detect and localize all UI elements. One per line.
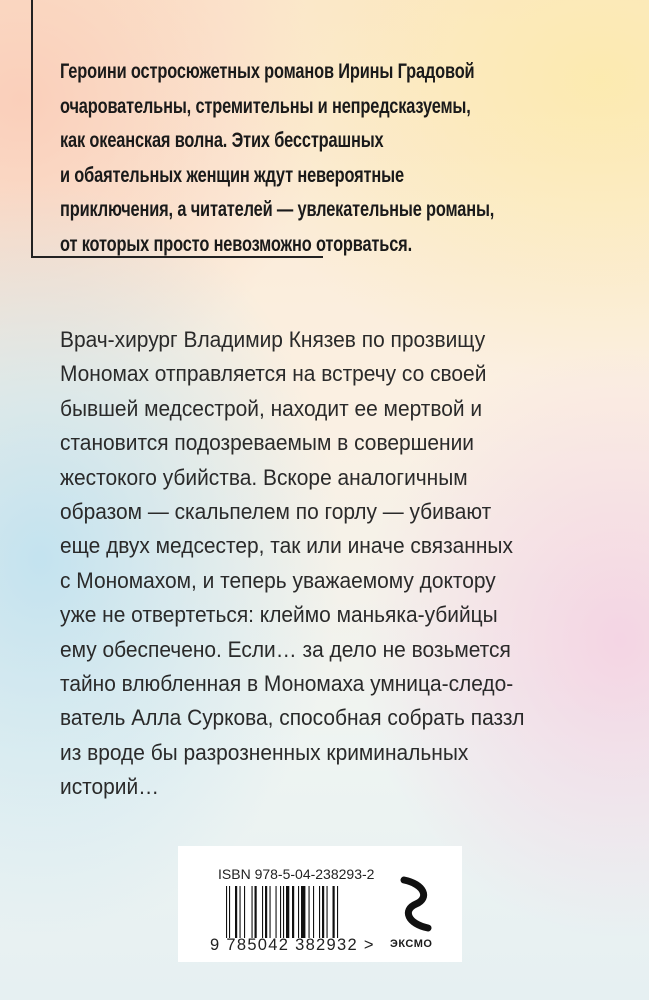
annotation-line: бывшей медсестрой, находит ее мертвой и	[60, 395, 483, 421]
annotation-line: из вроде бы разрозненных криминальных	[60, 739, 469, 765]
barcode-digits: 9 785042 382932 >	[210, 936, 375, 954]
barcode-bar	[265, 886, 267, 938]
barcode-bar	[301, 886, 305, 938]
barcode-panel	[178, 846, 462, 962]
barcode-bar	[319, 886, 320, 938]
annotation-line: образом — скальпелем по горлу — убивают	[60, 499, 492, 525]
barcode-bar	[322, 886, 324, 938]
barcode-bar	[337, 886, 338, 938]
barcode-bar	[286, 886, 289, 938]
annotation-line: Врач-хирург Владимир Князев по прозвищу	[60, 327, 486, 352]
isbn-label: ISBN 978-5-04-238293-2	[218, 866, 375, 882]
barcode-bar	[244, 886, 245, 938]
publisher-logo-text: ЭКСМО	[390, 938, 433, 950]
barcode-bar	[240, 886, 241, 938]
eksmo-logo-icon	[390, 874, 440, 934]
annotation-line: становится подозреваемым в совершении	[60, 430, 474, 456]
barcode-bar	[327, 886, 328, 938]
barcode-bar	[262, 886, 263, 938]
barcode-bar	[252, 886, 253, 938]
book-annotation	[60, 323, 559, 805]
blurb-line: очаровательны, стремительны и непредсказуемы,	[60, 94, 471, 118]
annotation-line: историй…	[60, 774, 160, 800]
blurb-line: Героини остросюжетных романов Ирины Градовой	[60, 60, 475, 83]
barcode-bar	[309, 886, 310, 938]
barcode-bar	[333, 886, 335, 938]
barcode-bar	[283, 886, 284, 938]
annotation-line: жестокого убийства. Вскоре аналогичным	[60, 464, 468, 490]
blurb-line: приключения, а читателей — увлекательные романы,	[60, 198, 495, 221]
barcode-bar	[280, 886, 281, 938]
annotation-line: ему обеспечено. Если… за дело не возьмется	[60, 636, 511, 662]
barcode-bar	[292, 886, 294, 938]
annotation-line: ватель Алла Суркова, способная собрать паззл	[60, 705, 525, 731]
blurb-line: как океанская волна. Этих бесстрашных	[60, 129, 384, 152]
barcode-bar	[276, 886, 277, 938]
frame-line-vertical	[31, 0, 33, 258]
barcode-bar	[235, 886, 237, 938]
blurb-line: от которых просто невозможно оторваться.	[60, 232, 412, 256]
series-blurb	[60, 55, 617, 262]
barcode-bar	[313, 886, 314, 938]
blurb-line: и обаятельных женщин ждут невероятные	[60, 163, 404, 187]
annotation-line: еще двух медсестер, так или иначе связанных	[60, 533, 513, 559]
annotation-line: Мономах отправляется на встречу со своей	[60, 361, 487, 387]
annotation-line: с Мономахом, и теперь уважаемому доктору	[60, 567, 496, 593]
barcode-bar	[255, 886, 257, 938]
annotation-line: тайно влюбленная в Мономаха умница-следо-	[60, 671, 514, 697]
barcode-bar	[270, 886, 271, 938]
barcode-bar	[298, 886, 299, 938]
annotation-line: уже не отвертеться: клеймо маньяка-убийцы	[60, 602, 498, 628]
barcode-bar	[226, 886, 227, 938]
barcode-bar	[229, 886, 230, 938]
barcode-icon	[226, 886, 376, 938]
